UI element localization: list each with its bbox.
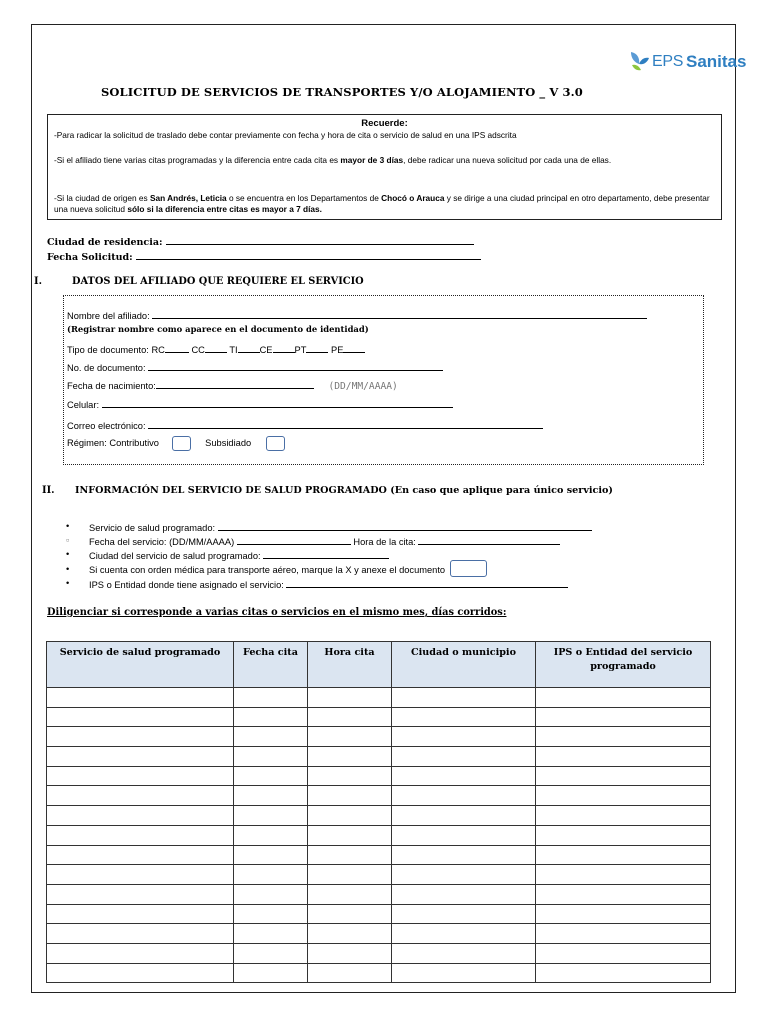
header-fecha-cita: Fecha cita (234, 642, 308, 688)
table-cell[interactable] (536, 688, 711, 708)
header-ips: IPS o Entidad del servicio programado (536, 642, 711, 688)
table-row (47, 963, 711, 983)
table-cell[interactable] (308, 884, 392, 904)
table-cell[interactable] (308, 766, 392, 786)
nombre-note: (Registrar nombre como aparece en el documento de identidad) (67, 324, 369, 334)
table-cell[interactable] (47, 707, 234, 727)
reminder-heading: Recuerde: (361, 118, 408, 129)
table-cell[interactable] (47, 688, 234, 708)
table-row (47, 747, 711, 767)
table-row (47, 943, 711, 963)
table-cell[interactable] (47, 786, 234, 806)
table-cell[interactable] (308, 963, 392, 983)
fecha-nacimiento-format: (DD/MM/AAAA) (328, 381, 398, 392)
table-cell[interactable] (234, 727, 308, 747)
reminder-paragraph-1: -Para radicar la solicitud de traslado debe contar previamente con fecha y hora de cita o servicio de salud en una IPS adscrita (54, 130, 517, 140)
diligenciar-note: Diligenciar si corresponde a varias citas o servicios en el mismo mes, días corridos: (47, 607, 507, 618)
nombre-afiliado-field[interactable]: Nombre del afiliado: (67, 309, 647, 321)
table-cell[interactable] (234, 707, 308, 727)
table-cell[interactable] (392, 825, 536, 845)
table-cell[interactable] (392, 747, 536, 767)
section-1-title: DATOS DEL AFILIADO QUE REQUIERE EL SERVICIO (72, 276, 364, 287)
header-servicio: Servicio de salud programado (47, 642, 234, 688)
table-cell[interactable] (47, 727, 234, 747)
table-cell[interactable] (536, 963, 711, 983)
table-cell[interactable] (47, 943, 234, 963)
table-cell[interactable] (234, 943, 308, 963)
celular-field[interactable]: Celular: (67, 398, 453, 410)
table-cell[interactable] (308, 707, 392, 727)
regimen-field: Régimen: Contributivo Subsidiado (67, 436, 285, 451)
fecha-solicitud-line[interactable] (136, 250, 481, 260)
table-cell[interactable] (536, 747, 711, 767)
logo-eps-text: EPS (652, 53, 684, 70)
table-cell[interactable] (536, 904, 711, 924)
table-cell[interactable] (47, 904, 234, 924)
table-cell[interactable] (234, 766, 308, 786)
table-cell[interactable] (308, 786, 392, 806)
table-cell[interactable] (308, 924, 392, 944)
table-cell[interactable] (392, 943, 536, 963)
table-row (47, 707, 711, 727)
table-cell[interactable] (47, 963, 234, 983)
tipo-documento-field[interactable]: Tipo de documento: RC CC TI CE PT PE (67, 343, 365, 355)
table-row (47, 786, 711, 806)
table-cell[interactable] (47, 924, 234, 944)
table-cell[interactable] (536, 884, 711, 904)
logo-sanitas-text: Sanitas (686, 52, 747, 71)
numero-documento-line[interactable] (148, 361, 443, 371)
table-cell[interactable] (234, 747, 308, 767)
table-cell[interactable] (47, 747, 234, 767)
celular-line[interactable] (102, 398, 453, 408)
table-cell[interactable] (536, 707, 711, 727)
table-cell[interactable] (308, 825, 392, 845)
table-cell[interactable] (536, 845, 711, 865)
table-cell[interactable] (308, 806, 392, 826)
table-cell[interactable] (234, 806, 308, 826)
table-row (47, 766, 711, 786)
table-cell[interactable] (47, 845, 234, 865)
table-cell[interactable] (536, 727, 711, 747)
table-cell[interactable] (308, 747, 392, 767)
reminder-paragraph-3: -Si la ciudad de origen es San Andrés, Leticia o se encuentra en los Departamentos de Chocó o Arauca y se dirige a una ciudad principal en otro departamento, debe presentar una nueva solicitud sólo si la diferencia entre citas es mayor a 7 días. (54, 193, 710, 214)
table-cell[interactable] (308, 688, 392, 708)
numero-documento-field[interactable]: No. de documento: (67, 361, 443, 373)
ciudad-residencia-label: Ciudad de residencia: (47, 237, 163, 248)
nombre-afiliado-line[interactable] (152, 309, 647, 319)
fecha-nacimiento-line[interactable] (156, 379, 314, 389)
table-cell[interactable] (392, 707, 536, 727)
subsidiado-checkbox[interactable] (266, 436, 285, 451)
table-cell[interactable] (234, 825, 308, 845)
table-cell[interactable] (308, 845, 392, 865)
reminder-paragraph-2: -Si el afiliado tiene varias citas programadas y la diferencia entre cada cita es mayor de 3 días, debe radicar una nueva solicitud por cada una de ellas. (54, 155, 612, 165)
table-cell[interactable] (536, 786, 711, 806)
table-row (47, 924, 711, 944)
table-cell[interactable] (392, 845, 536, 865)
header-hora-cita: Hora cita (308, 642, 392, 688)
table-row (47, 688, 711, 708)
table-row (47, 727, 711, 747)
table-cell[interactable] (47, 884, 234, 904)
section-2-title: INFORMACIÓN DEL SERVICIO DE SALUD PROGRAMADO (En caso que aplique para único servicio) (75, 485, 613, 496)
section-2-number: II. (42, 485, 55, 496)
table-cell[interactable] (536, 806, 711, 826)
section-1-number: I. (34, 276, 42, 287)
table-cell[interactable] (234, 884, 308, 904)
table-cell[interactable] (234, 865, 308, 885)
table-cell[interactable] (308, 865, 392, 885)
header-ciudad: Ciudad o municipio (392, 642, 536, 688)
eps-sanitas-logo (628, 44, 747, 80)
table-cell[interactable] (536, 924, 711, 944)
table-header-row (47, 642, 711, 688)
table-cell[interactable] (47, 766, 234, 786)
form-title: SOLICITUD DE SERVICIOS DE TRANSPORTES Y/O ALOJAMIENTO _ V 3.0 (101, 85, 583, 99)
table-cell[interactable] (392, 924, 536, 944)
table-row (47, 865, 711, 885)
table-cell[interactable] (47, 865, 234, 885)
table-row (47, 904, 711, 924)
correo-line[interactable] (148, 419, 543, 429)
multiple-appointments-table (46, 641, 711, 983)
table-row (47, 845, 711, 865)
table-cell[interactable] (536, 825, 711, 845)
table-body (47, 688, 711, 983)
correo-field[interactable]: Correo electrónico: (67, 419, 543, 431)
fecha-solicitud-label: Fecha Solicitud: (47, 252, 133, 263)
table-cell[interactable] (47, 806, 234, 826)
table-cell[interactable] (392, 766, 536, 786)
table-cell[interactable] (536, 865, 711, 885)
table-cell[interactable] (392, 688, 536, 708)
table-cell[interactable] (234, 963, 308, 983)
table-cell[interactable] (234, 688, 308, 708)
table-cell[interactable] (392, 806, 536, 826)
table-cell[interactable] (308, 727, 392, 747)
reminder-box (47, 114, 722, 220)
table-cell[interactable] (234, 786, 308, 806)
leaf-icon (628, 50, 650, 72)
table-row (47, 884, 711, 904)
table-cell[interactable] (308, 904, 392, 924)
table-cell[interactable] (536, 766, 711, 786)
fecha-nacimiento-field[interactable]: Fecha de nacimiento: (DD/MM/AAAA) (67, 381, 398, 392)
table-cell[interactable] (392, 727, 536, 747)
table-cell[interactable] (308, 943, 392, 963)
table-cell[interactable] (47, 825, 234, 845)
table-cell[interactable] (234, 904, 308, 924)
table-cell[interactable] (392, 884, 536, 904)
table-row (47, 806, 711, 826)
ciudad-residencia-field[interactable] (47, 235, 474, 248)
table-cell[interactable] (536, 943, 711, 963)
table-row (47, 825, 711, 845)
table-cell[interactable] (234, 924, 308, 944)
table-cell[interactable] (234, 845, 308, 865)
table-cell[interactable] (392, 904, 536, 924)
orden-medica-checkbox[interactable] (450, 560, 487, 577)
contributivo-checkbox[interactable] (172, 436, 191, 451)
table-cell[interactable] (392, 865, 536, 885)
table-cell[interactable] (392, 786, 536, 806)
table-cell[interactable] (392, 963, 536, 983)
fecha-solicitud-field[interactable] (47, 250, 481, 263)
ciudad-residencia-line[interactable] (166, 235, 474, 245)
